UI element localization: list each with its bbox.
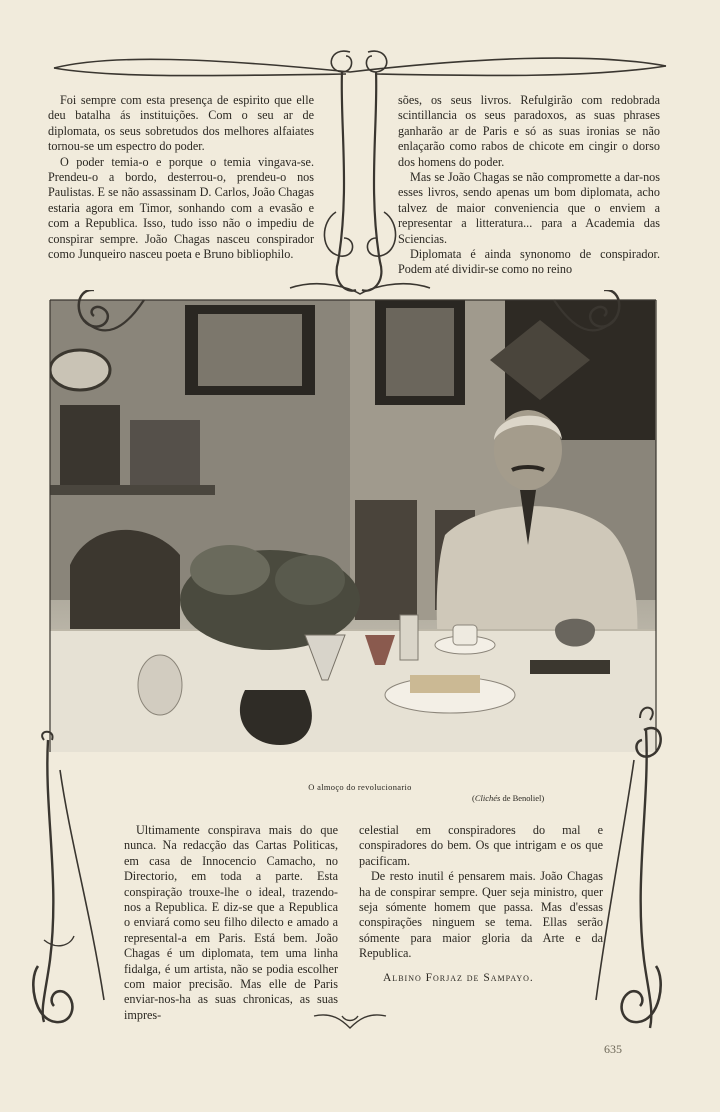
paragraph: sões, os seus livros. Refulgirão com redobrada scintillancia os seus paradoxos, as suas phrases ganharão ar de Paris e só as suas ironias se não enlaçarão como rabos de chicote em cingir o dorso dos homens do poder. (398, 93, 660, 169)
paragraph: De resto inutil é pensarem mais. João Chagas ha de conspirar sempre. Quer seja ministro, quer seja sómente homem que passa. Mas d'essas conspirações ninguem se tema. Ellas serão sómente para maior gloria da Arte e da Republica. (359, 869, 603, 961)
credit-italic: Clichés (474, 793, 501, 803)
left-side-ornament (30, 730, 120, 1030)
photo-credit: (Clichés de Benoliel) (472, 793, 545, 803)
bottom-center-ornament (312, 1010, 388, 1032)
photo-frame-ornament (44, 290, 664, 770)
article-top-left-column (48, 93, 314, 262)
article-top-right-column (398, 93, 660, 278)
paragraph: celestial em conspiradores do mal e conspiradores do bem. Os que intrigam e os que pacificam. (359, 823, 603, 868)
author-signature: Albino Forjaz de Sampayo. (383, 972, 534, 984)
photo-frame (44, 290, 664, 770)
photo-caption: O almoço do revolucionario (308, 782, 412, 792)
paragraph: Diplomata é ainda synonomo de conspirador. Podem até dividir-se como no reino (398, 247, 660, 277)
page-number: 635 (604, 1042, 622, 1056)
paragraph: Foi sempre com esta presença de espirito que elle deu batalha ás instituições. Com o seu ar de diplomata, os seus sobretudos dos melhores alfaiates tornou-se um espectro do poder. (48, 93, 314, 154)
credit-rest: de Benoliel (500, 793, 542, 803)
article-bottom-left-column (124, 823, 338, 1023)
paragraph: Ultimamente conspirava mais do que nunca. Na redacção das Cartas Politicas, em casa de Innocencio Camacho, no Directorio, em toda a parte. Esta conspiração trouxe-lhe o ideal, trazendo-nos a Republica. E diz-se que a Republica o enviará como seu filho dilecto e amado a represental-a em Paris. Está bem. João Chagas é um diplomata, tem uma linha fidalga, é um artista, não se podia escolher com maior precisão. Mas elle de Paris enviar-nos-ha as suas chronicas, as suas impres- (124, 823, 338, 1022)
paragraph: Mas se João Chagas se não compromette a dar-nos esses livros, sendo apenas um bom diplomata, acho talvez de maior conveniencia que o enviem a representar a litteratura... para a Academia das Sciencias. (398, 170, 660, 246)
paragraph: O poder temia-o e porque o temia vingava-se. Prendeu-o a bordo, desterrou-o, prendeu-o nos Paulistas. E se não assassinam D. Carlos, João Chagas estaria agora em Timor, sonhando com a evasão e com a Republica. Isso, tudo isso não o impediu de conspirar sempre. João Chagas nasceu conspirador como Junqueiro nasceu poeta e Bruno bibliophilo. (48, 154, 314, 262)
article-bottom-right-column (359, 823, 603, 962)
